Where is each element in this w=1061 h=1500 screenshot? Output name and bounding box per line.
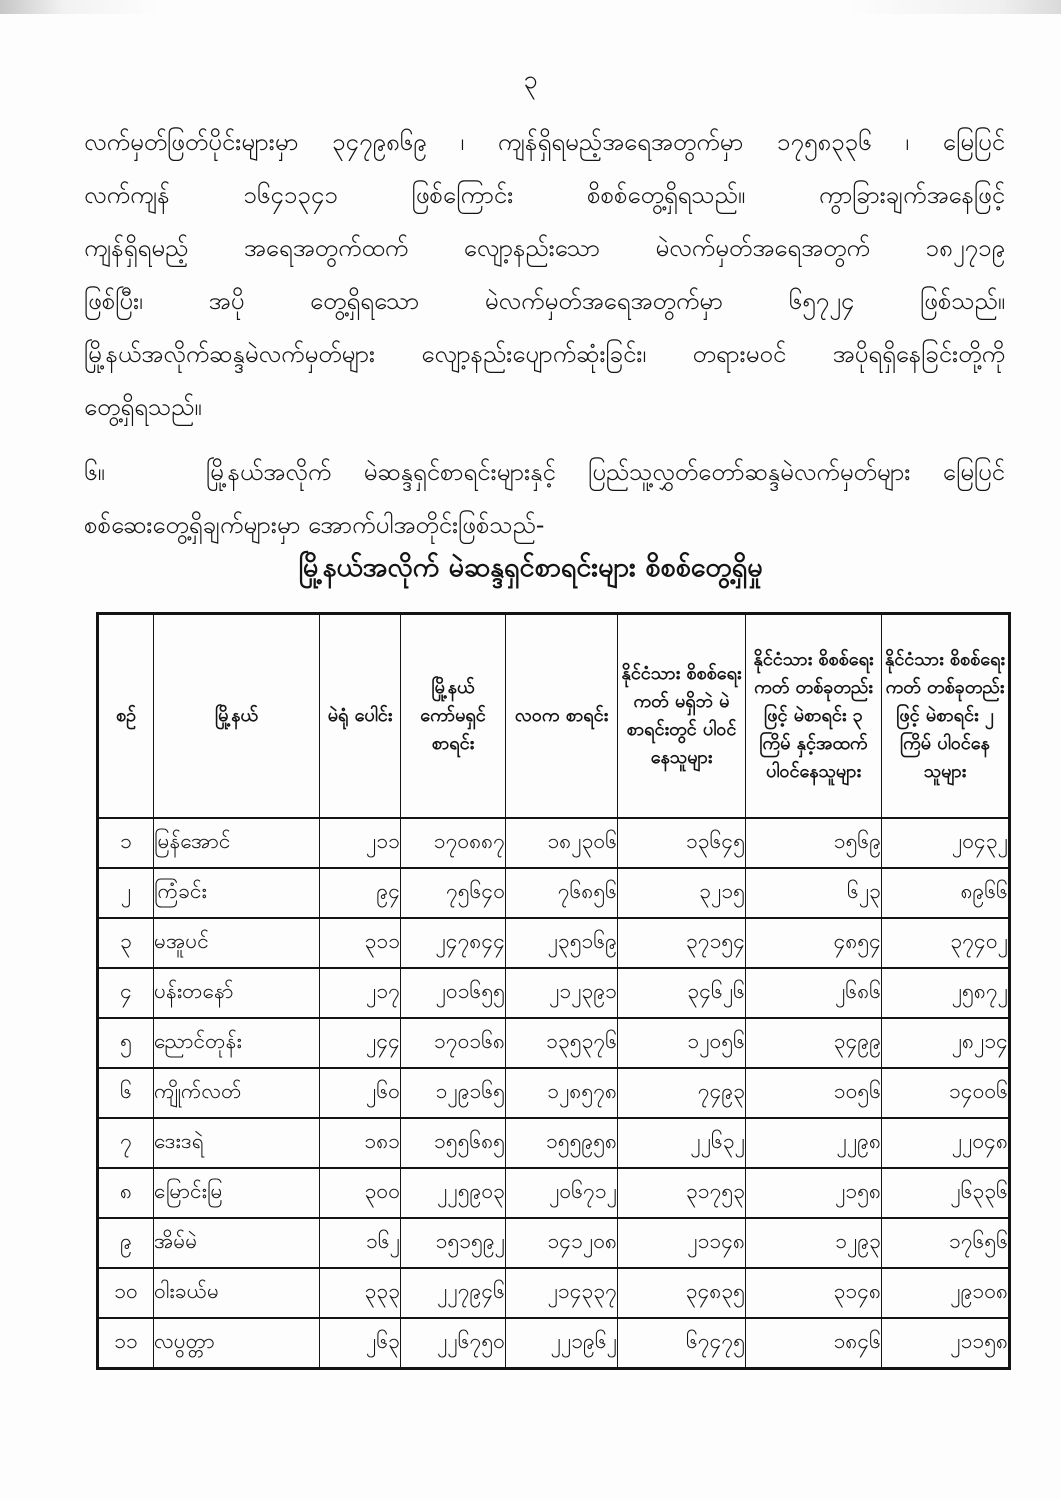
table-row <box>98 1118 1010 1168</box>
table-cell: ၁၁ <box>98 1318 154 1369</box>
table-cell: ၁၅၅၉၅၈ <box>506 1118 618 1168</box>
table-cell: ၂၅၈၇၂ <box>882 968 1010 1018</box>
paragraph-line: စစ်ဆေးတွေ့ရှိချက်များမှာ အောက်ပါအတိုင်းဖြစ်သည်- <box>84 511 545 539</box>
table-cell: ၃၀၀ <box>320 1168 401 1218</box>
table-cell: ပန်းတနော် <box>154 968 320 1018</box>
scan-artifact <box>0 0 1061 14</box>
table-cell: ၂၆၈၆ <box>746 968 882 1018</box>
table-row <box>98 918 1010 968</box>
paragraph-line: ကျန်ရှိရမည့် အရေအတွက်ထက် လျော့နည်းသော မဲလက်မှတ်အရေအတွက် ၁၈၂၇၁၉ <box>84 234 1005 262</box>
header-no-nrc-in-list: နိုင်ငံသား စိစစ်ရေးကတ် မရှိဘဲ မဲစာရင်းတွင် ပါဝင်နေသူများ <box>618 614 746 819</box>
paragraph-line: ဖြစ်ပြီး၊ အပို တွေ့ရှိရသော မဲလက်မှတ်အရေအတွက်မှာ ၆၅၇၂၄ ဖြစ်သည်။ <box>84 287 1005 315</box>
paragraph-line: လက်မှတ်ဖြတ်ပိုင်းများမှာ ၃၄၇၉၈၆၉ ၊ ကျန်ရှိရမည့်အရေအတွက်မှာ ၁၇၅၈၃၃၆ ၊ မြေပြင် <box>84 128 1005 156</box>
table-cell: ၈ <box>98 1168 154 1218</box>
table-cell: ၁၄၁၂၀၈ <box>506 1218 618 1268</box>
table-cell: ၂၉၁၀၈ <box>882 1268 1010 1318</box>
table-cell: ၂၀၄၃၂ <box>882 818 1010 868</box>
table-cell: ၃၃၃ <box>320 1268 401 1318</box>
table-cell: ၃၂၁၅ <box>618 868 746 918</box>
table-row <box>98 1318 1010 1369</box>
table-cell: ၂၂၅၉၀၃ <box>401 1168 506 1218</box>
table-cell: ၁၆၂ <box>320 1218 401 1268</box>
table-cell: ၂၈၂၁၄ <box>882 1018 1010 1068</box>
table-cell: ၄၈၅၄ <box>746 918 882 968</box>
header-commission-list: မြို့နယ် ကော်မရှင် စာရင်း <box>401 614 506 819</box>
table-cell: ၂၆၃၃၆ <box>882 1168 1010 1218</box>
table-cell: ၂၁၅၈ <box>746 1168 882 1218</box>
list-item-number: ၆။ <box>84 458 105 486</box>
header-immigration-list: လဝက စာရင်း <box>506 614 618 819</box>
table-cell: ၁၈၁ <box>320 1118 401 1168</box>
paragraph-line: လက်ကျန် ၁၆၄၁၃၄၁ ဖြစ်ကြောင်း စိစစ်တွေ့ရှိရသည်။ ကွာခြားချက်အနေဖြင့် <box>84 181 1005 209</box>
table-cell: ၁၃၆၄၅ <box>618 818 746 868</box>
table-cell: ၃၁၄၈ <box>746 1268 882 1318</box>
table-cell: ၆၇၄၇၅ <box>618 1318 746 1369</box>
table-cell: ၃၄၉၉ <box>746 1018 882 1068</box>
table-cell: လပွတ္တာ <box>154 1318 320 1369</box>
table-row <box>98 968 1010 1018</box>
table-row <box>98 868 1010 918</box>
table-cell: ၂၁၇ <box>320 968 401 1018</box>
table-cell: ၈၉၆၆ <box>882 868 1010 918</box>
table-cell: မြောင်းမြ <box>154 1168 320 1218</box>
table-cell: ၁၇၀၈၈၇ <box>401 818 506 868</box>
table-cell: ဝါးခယ်မ <box>154 1268 320 1318</box>
table-cell: ၁ <box>98 818 154 868</box>
table-cell: ၁၇၆၅၆ <box>882 1218 1010 1268</box>
body-paragraph-2 <box>84 446 1005 552</box>
table-cell: ၂၄၄ <box>320 1018 401 1068</box>
table-cell: ၂၂၁၉၆၂ <box>506 1318 618 1369</box>
table-cell: ၉ <box>98 1218 154 1268</box>
table-cell: ကျိုက်လတ် <box>154 1068 320 1118</box>
table-cell: ၁၄၀၀၆ <box>882 1068 1010 1118</box>
table-cell: ဒေးဒရဲ <box>154 1118 320 1168</box>
table-cell: ၂ <box>98 868 154 918</box>
table-cell: ၆၂၃ <box>746 868 882 918</box>
table-cell: ၇၆၈၅၆ <box>506 868 618 918</box>
table-cell: ၁၇၀၁၆၈ <box>401 1018 506 1068</box>
table-cell: ၄ <box>98 968 154 1018</box>
table-cell: ၇ <box>98 1118 154 1168</box>
header-township: မြို့နယ် <box>154 614 320 819</box>
table-cell: ၂၂၇၉၄၆ <box>401 1268 506 1318</box>
table-cell: ၂၁၁၄၈ <box>618 1218 746 1268</box>
table-row <box>98 818 1010 868</box>
header-serial: စဉ် <box>98 614 154 819</box>
table-row <box>98 1068 1010 1118</box>
table-cell: ၂၁၁ <box>320 818 401 868</box>
table-cell: မအူပင် <box>154 918 320 968</box>
table-row <box>98 1218 1010 1268</box>
table-cell: ၂၂၆၃၂ <box>618 1118 746 1168</box>
table-cell: ၃ <box>98 918 154 968</box>
table-cell: ၂၆၃ <box>320 1318 401 1369</box>
table-cell: ၃၄၈၃၅ <box>618 1268 746 1318</box>
table-row <box>98 1168 1010 1218</box>
table-cell: ၁၂၀၅၆ <box>618 1018 746 1068</box>
table-cell: ၂၁၂၃၉၁ <box>506 968 618 1018</box>
table-cell: ၂၁၄၃၃၇ <box>506 1268 618 1318</box>
page-number: ၃ <box>523 65 538 94</box>
table-cell: ၁၈၄၆ <box>746 1318 882 1369</box>
paragraph-line-text: မြို့နယ်အလိုက် မဲဆန္ဒရှင်စာရင်းများနှင့် ပြည်သူ့လွှတ်တော်ဆန္ဒမဲလက်မှတ်များ မြေပြင် <box>206 458 1005 486</box>
header-polling-stations: မဲရုံ ပေါင်း <box>320 614 401 819</box>
table-cell: ၂၁၁၅၈ <box>882 1318 1010 1369</box>
table-cell: ၁၀ <box>98 1268 154 1318</box>
paragraph-line <box>84 446 1005 499</box>
table-cell: ၂၂၆၇၅၀ <box>401 1318 506 1369</box>
table-cell: ၃၁၁ <box>320 918 401 968</box>
body-paragraph-1 <box>84 116 1005 434</box>
table-cell: ၂၂၀၄၈ <box>882 1118 1010 1168</box>
table-cell: ၃၁၇၅၃ <box>618 1168 746 1218</box>
table-cell: ၁၈၂၃၀၆ <box>506 818 618 868</box>
paragraph-line: တွေ့ရှိရသည်။ <box>84 393 202 421</box>
table-cell: ၅ <box>98 1018 154 1068</box>
table-cell: ၃၇၁၅၄ <box>618 918 746 968</box>
table-cell: ညောင်တုန်း <box>154 1018 320 1068</box>
table-cell: ၁၃၅၃၇၆ <box>506 1018 618 1068</box>
header-same-nrc-3plus: နိုင်ငံသား စိစစ်ရေးကတ် တစ်ခုတည်းဖြင့် မဲစာရင်း ၃ ကြိမ် နှင့်အထက် ပါဝင်နေသူများ <box>746 614 882 819</box>
table-cell: ကြံခင်း <box>154 868 320 918</box>
table-cell: ၁၂၉၃ <box>746 1218 882 1268</box>
table-cell: ၂၀၆၇၁၂ <box>506 1168 618 1218</box>
table-cell: ၁၅၆၉ <box>746 818 882 868</box>
table-cell: ၇၅၆၄၀ <box>401 868 506 918</box>
table-cell: အိမ်မဲ <box>154 1218 320 1268</box>
table-title: မြို့နယ်အလိုက် မဲဆန္ဒရှင်စာရင်းများ စိစစ်တွေ့ရှိမှု <box>298 552 763 583</box>
table-cell: ၇၄၉၃ <box>618 1068 746 1118</box>
table-cell: ၆ <box>98 1068 154 1118</box>
header-same-nrc-2: နိုင်ငံသား စိစစ်ရေးကတ် တစ်ခုတည်းဖြင့် မဲစာရင်း ၂ ကြိမ် ပါဝင်နေသူများ <box>882 614 1010 819</box>
table-row <box>98 1018 1010 1068</box>
paragraph-line: မြို့နယ်အလိုက်ဆန္ဒမဲလက်မှတ်များ လျော့နည်းပျောက်ဆုံးခြင်း၊ တရားမဝင် အပိုရရှိနေခြင်းတို့ကို <box>84 340 1005 368</box>
table-cell: ၁၅၅၆၈၅ <box>401 1118 506 1168</box>
table-cell: ၂၄၇၈၄၄ <box>401 918 506 968</box>
table-cell: ၂၀၁၆၅၅ <box>401 968 506 1018</box>
table-row <box>98 1268 1010 1318</box>
table-cell: ၁၂၈၅၇၈ <box>506 1068 618 1118</box>
table-cell: ၁၅၁၅၉၂ <box>401 1218 506 1268</box>
table-cell: ၃၇၄၀၂ <box>882 918 1010 968</box>
table-cell: ၂၂၉၈ <box>746 1118 882 1168</box>
township-audit-table <box>96 612 1011 1370</box>
table-cell: ၂၃၅၁၆၉ <box>506 918 618 968</box>
table-cell: ၂၆၀ <box>320 1068 401 1118</box>
table-cell: ၃၄၆၂၆ <box>618 968 746 1018</box>
table-cell: မြန်အောင် <box>154 818 320 868</box>
table-cell: ၉၄ <box>320 868 401 918</box>
table-cell: ၁၀၅၆ <box>746 1068 882 1118</box>
table-header-row <box>98 614 1010 819</box>
table-cell: ၁၂၉၁၆၅ <box>401 1068 506 1118</box>
